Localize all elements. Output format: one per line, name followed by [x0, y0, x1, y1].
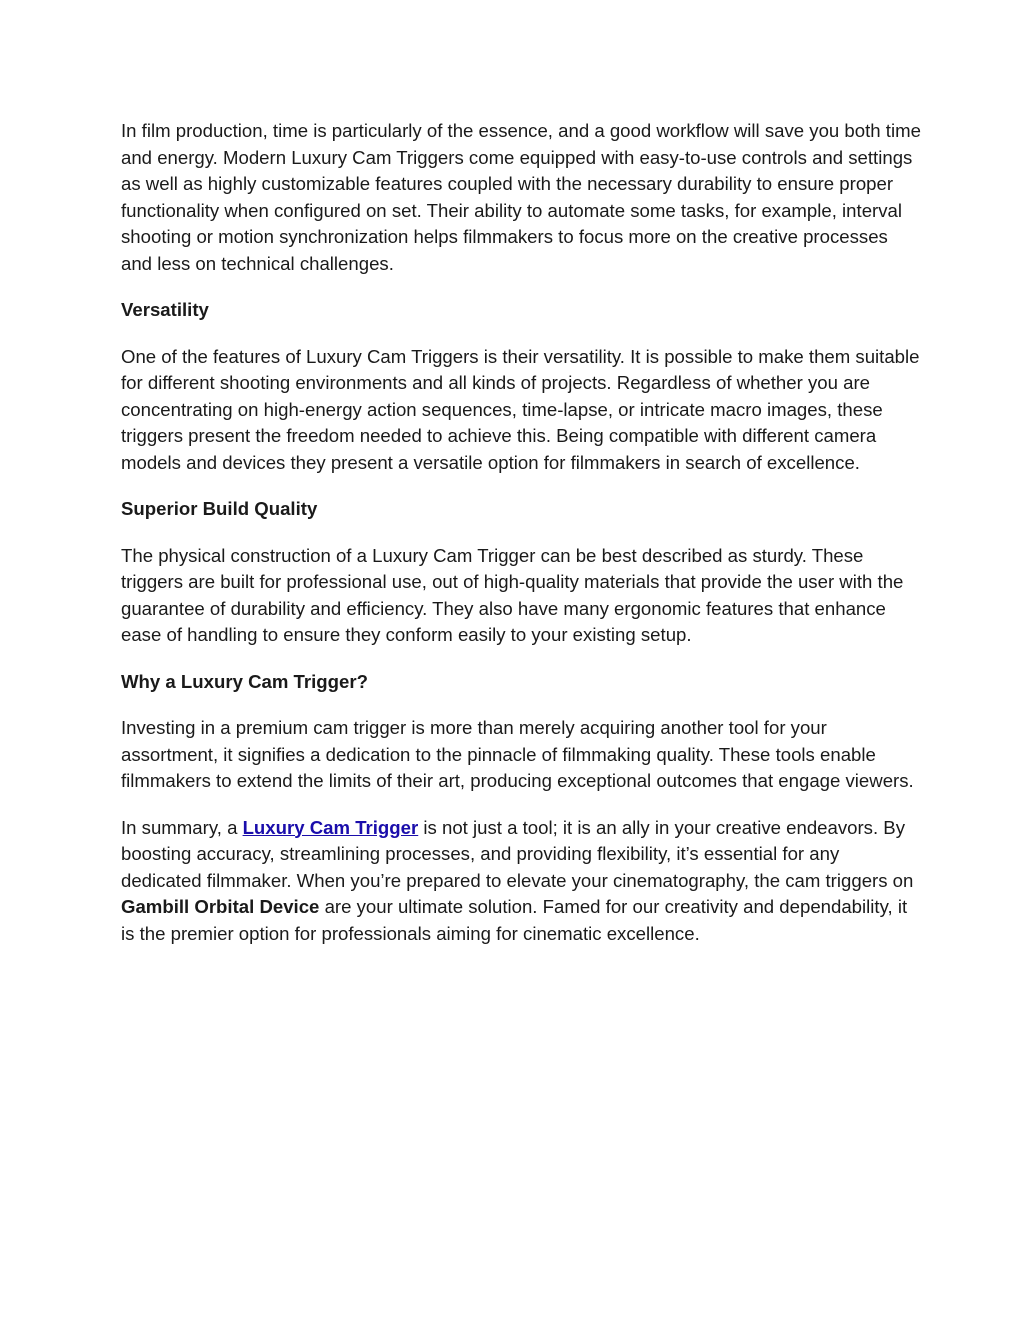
brand-name: Gambill Orbital Device [121, 896, 320, 917]
document-page [121, 118, 921, 967]
summary-text-end: are your ultimate solution. Famed for our creativity and dependability, it is the premier option for professionals aiming for cinematic excellence. [121, 896, 908, 944]
summary-text-middle: is not just a tool; it is an ally in your creative endeavors. By boosting accuracy, streamlining processes, and providing flexibility, it’s essential for any dedicated filmmaker. When you’re prepared to elevate your cinematography, the cam triggers on [121, 816, 914, 891]
build-quality-paragraph: The physical construction of a Luxury Cam Trigger can be best described as sturdy. These triggers are built for professional use, out of high-quality materials that provide the user with the guarantee of durability and efficiency. They also have many ergonomic features that enhance ease of handling to ensure they conform easily to your existing setup. [121, 544, 904, 645]
summary-text-start: In summary, a [121, 816, 243, 838]
luxury-cam-trigger-link[interactable]: Luxury Cam Trigger [242, 816, 419, 838]
heading-why-luxury-cam-trigger: Why a Luxury Cam Trigger? [121, 670, 368, 692]
heading-versatility: Versatility [121, 299, 209, 320]
intro-paragraph: In film production, time is particularly of the essence, and a good workflow will save you both time and energy. Modern Luxury Cam Triggers come equipped with easy-to-use controls and settings as well as highly customizable features coupled with the necessary durability to ensure proper functionality when configured on set. Their ability to automate some tasks, for example, interval shooting or motion synchronization helps filmmakers to focus more on the creative processes and less on technical challenges. [121, 120, 921, 274]
summary-paragraph [121, 815, 921, 948]
why-paragraph: Investing in a premium cam trigger is more than merely acquiring another tool for your assortment, it signifies a dedication to the pinnacle of filmmaking quality. These tools enable filmmakers to extend the limits of their art, producing exceptional outcomes that engage viewers. [121, 717, 914, 791]
versatility-paragraph: One of the features of Luxury Cam Triggers is their versatility. It is possible to make them suitable for different shooting environments and all kinds of projects. Regardless of whether you are concentrating on high-energy action sequences, time-lapse, or intricate macro images, these triggers present the freedom needed to achieve this. Being compatible with different camera models and devices they present a versatile option for filmmakers in search of excellence. [121, 345, 920, 473]
heading-superior-build-quality: Superior Build Quality [121, 498, 318, 519]
